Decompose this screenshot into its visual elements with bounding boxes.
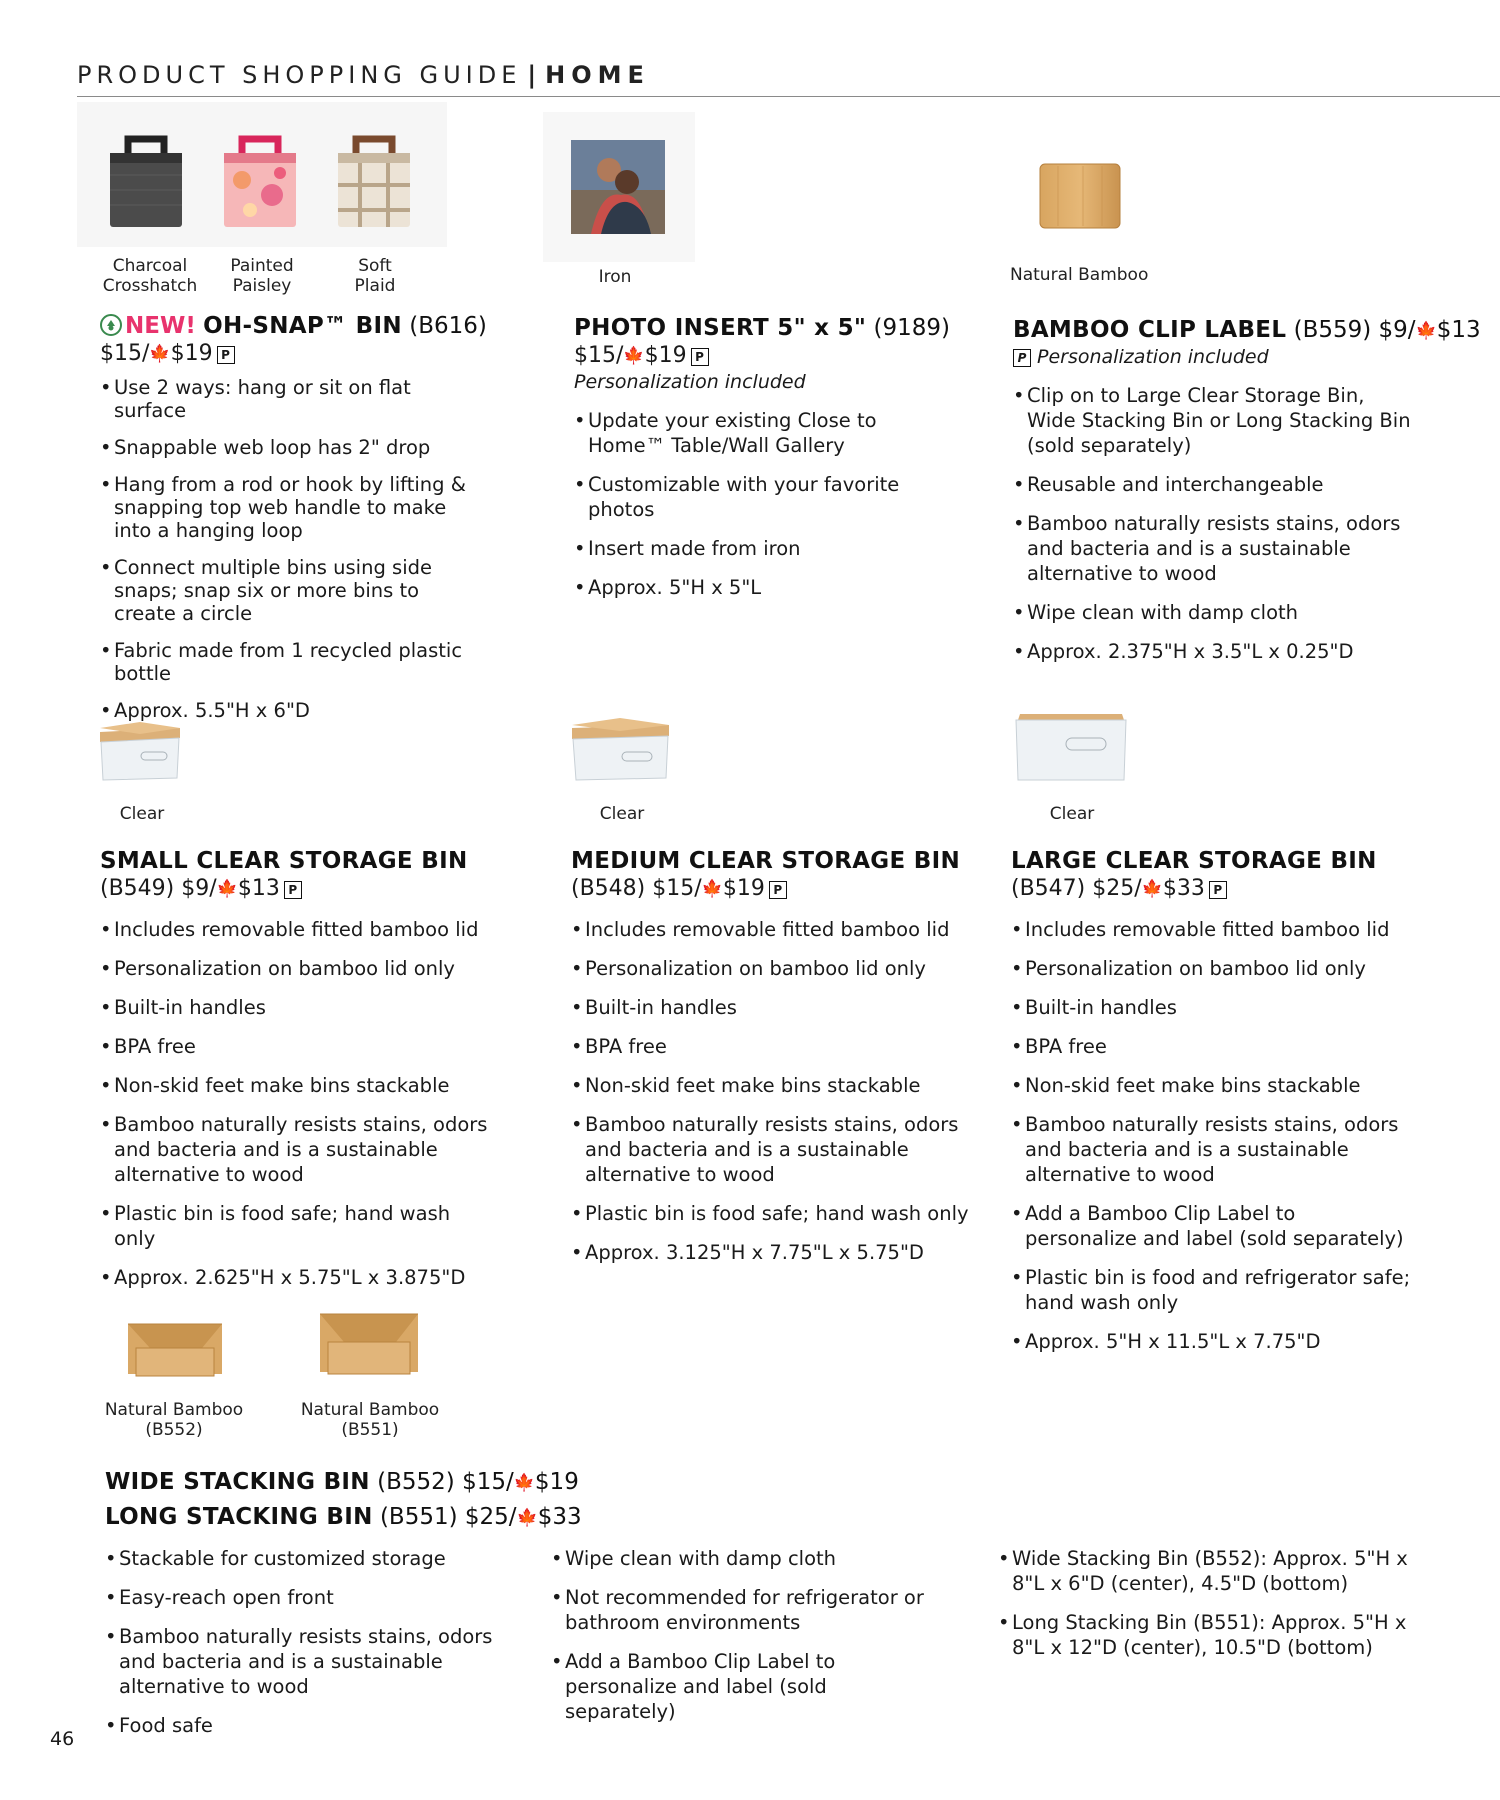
- product-name: WIDE STACKING BIN: [105, 1469, 370, 1495]
- personalization-icon: P: [284, 881, 302, 899]
- large-clear-bin-product: [1011, 847, 1451, 1368]
- bamboo-clip-label-product: BAMBOO CLIP LABEL (B559) $9/🍁$13 P Personalization included • Clip on to Large Clear Storage Bin, Wide Stacking Bin or Long Stacking Bin (sold separately) • Reusable and interchangeable • Bamboo naturally resists stains, odors and bacteria and is a sustainable alternative to wood • Wipe clean with damp cloth • Approx. 2.375"H x 3.5"L x 0.25"D: [1013, 316, 1463, 678]
- photo-insert-image: [571, 140, 665, 234]
- long-stacking-bin-image: [314, 1306, 424, 1382]
- product-code: (B616): [409, 313, 487, 339]
- list-item: • Approx. 3.125"H x 7.75"L x 5.75"D: [571, 1240, 971, 1265]
- list-item: • Update your existing Close to Home™ Table/Wall Gallery: [574, 408, 904, 458]
- list-item: • Non-skid feet make bins stackable: [571, 1073, 971, 1098]
- maple-leaf-icon: 🍁: [216, 879, 238, 899]
- list-item: • Fabric made from 1 recycled plastic bottle: [100, 639, 470, 685]
- list-item: • Wipe clean with damp cloth: [1013, 600, 1413, 625]
- small-clear-bin-image: [95, 718, 185, 784]
- page-number: 46: [50, 1728, 75, 1750]
- list-item: • Personalization on bamboo lid only: [571, 956, 971, 981]
- list-item: • Personalization on bamboo lid only: [1011, 956, 1411, 981]
- product-code: (B547): [1011, 876, 1086, 901]
- list-item: • Built-in handles: [100, 995, 490, 1020]
- list-item: • Approx. 5"H x 11.5"L x 7.75"D: [1011, 1329, 1411, 1354]
- list-item: • Bamboo naturally resists stains, odors and bacteria and is a sustainable alternative to wood: [100, 1112, 490, 1187]
- list-item: • Approx. 2.375"H x 3.5"L x 0.25"D: [1013, 639, 1413, 664]
- list-item: • Approx. 5"H x 5"L: [574, 575, 904, 600]
- product-price: (B548) $15/🍁$19 P: [571, 875, 981, 903]
- personalization-icon: P: [1209, 881, 1227, 899]
- recycle-icon: [100, 314, 122, 336]
- list-item: • Includes removable fitted bamboo lid: [1011, 917, 1411, 942]
- personalization-icon: P: [1013, 349, 1031, 367]
- list-item: • Built-in handles: [1011, 995, 1411, 1020]
- list-item: • Bamboo naturally resists stains, odors and bacteria and is a sustainable alternative to wood: [1011, 1112, 1411, 1187]
- list-item: • Customizable with your favorite photos: [574, 472, 904, 522]
- list-item: • Approx. 5.5"H x 6"D: [100, 699, 470, 722]
- list-item: • Easy-reach open front: [105, 1585, 515, 1610]
- product-name: MEDIUM CLEAR STORAGE BIN: [571, 848, 961, 874]
- stacking-feature-list-3: [998, 1546, 1418, 1674]
- caption-clear: Clear: [599, 804, 645, 824]
- list-item: • Add a Bamboo Clip Label to personalize and label (sold separately): [1011, 1201, 1411, 1251]
- list-item: • BPA free: [571, 1034, 971, 1059]
- list-item: • Includes removable fitted bamboo lid: [571, 917, 971, 942]
- photo-insert-product: [574, 314, 950, 614]
- list-item: • Bamboo naturally resists stains, odors and bacteria and is a sustainable alternative to wood: [105, 1624, 515, 1699]
- maple-leaf-icon: 🍁: [1415, 321, 1437, 341]
- product-price: (B547) $25/🍁$33 P: [1011, 875, 1451, 903]
- section-title: HOME: [545, 61, 650, 89]
- painted-paisley-bin-image: [220, 135, 300, 230]
- list-item: • Wipe clean with damp cloth: [551, 1546, 941, 1571]
- list-item: • BPA free: [1011, 1034, 1411, 1059]
- soft-plaid-bin-image: [334, 135, 414, 230]
- list-item: • Plastic bin is food safe; hand wash only: [571, 1201, 971, 1226]
- list-item: • Reusable and interchangeable: [1013, 472, 1413, 497]
- list-item: • Plastic bin is food safe; hand wash only: [100, 1201, 490, 1251]
- product-code: (B551): [379, 1504, 458, 1530]
- guide-title: PRODUCT SHOPPING GUIDE: [77, 61, 522, 89]
- list-item: • Hang from a rod or hook by lifting & snapping top web handle to make into a hanging loop: [100, 473, 470, 542]
- list-item: • Connect multiple bins using side snaps; snap six or more bins to create a circle: [100, 556, 470, 625]
- product-code: (B552): [377, 1469, 455, 1495]
- list-item: • Approx. 2.625"H x 5.75"L x 3.875"D: [100, 1265, 490, 1290]
- caption-soft-plaid: Soft Plaid: [354, 256, 396, 296]
- page-header: PRODUCT SHOPPING GUIDE | HOME: [77, 58, 1500, 97]
- large-clear-bin-image: [1012, 708, 1130, 784]
- personalization-icon: P: [691, 348, 709, 366]
- list-item: • Bamboo naturally resists stains, odors and bacteria and is a sustainable alternative to wood: [571, 1112, 971, 1187]
- maple-leaf-icon: 🍁: [516, 1508, 538, 1528]
- wide-stacking-bin-image: [122, 1314, 228, 1384]
- product-code: (B559): [1293, 317, 1372, 343]
- list-item: • Use 2 ways: hang or sit on flat surface: [100, 376, 470, 422]
- stacking-feature-list-2: [551, 1546, 941, 1738]
- feature-list: [1011, 917, 1411, 1354]
- caption-painted-paisley: Painted Paisley: [230, 256, 294, 296]
- caption-natural-bamboo-b552: Natural Bamboo (B552): [104, 1400, 244, 1440]
- product-code: (B549): [100, 876, 175, 901]
- small-clear-bin-product: [100, 847, 500, 1304]
- caption-natural-bamboo-b551: Natural Bamboo (B551): [300, 1400, 440, 1440]
- list-item: • Insert made from iron: [574, 536, 904, 561]
- product-price: $15/🍁$19 P: [100, 340, 480, 368]
- list-item: • Bamboo naturally resists stains, odors and bacteria and is a sustainable alternative to wood: [1013, 511, 1413, 586]
- list-item: • Clip on to Large Clear Storage Bin, Wide Stacking Bin or Long Stacking Bin (sold separately): [1013, 383, 1413, 458]
- list-item: • BPA free: [100, 1034, 490, 1059]
- product-price: $15/🍁$19 P: [574, 342, 934, 370]
- list-item: • Long Stacking Bin (B551): Approx. 5"H x 8"L x 12"D (center), 10.5"D (bottom): [998, 1610, 1418, 1660]
- product-price: (B549) $9/🍁$13 P: [100, 875, 500, 903]
- oh-snap-product: [100, 312, 487, 736]
- caption-natural-bamboo: Natural Bamboo: [1010, 265, 1149, 285]
- list-item: • Not recommended for refrigerator or bathroom environments: [551, 1585, 941, 1635]
- list-item: • Built-in handles: [571, 995, 971, 1020]
- list-item: • Non-skid feet make bins stackable: [1011, 1073, 1411, 1098]
- bamboo-clip-label-image: [1038, 162, 1122, 232]
- list-item: • Add a Bamboo Clip Label to personalize and label (sold separately): [551, 1649, 941, 1724]
- charcoal-crosshatch-bin-image: [106, 135, 186, 230]
- stacking-feature-list-1: [105, 1546, 515, 1752]
- product-name: BAMBOO CLIP LABEL: [1013, 317, 1287, 343]
- list-item: • Personalization on bamboo lid only: [100, 956, 490, 981]
- caption-clear: Clear: [119, 804, 165, 824]
- caption-iron: Iron: [598, 267, 632, 287]
- caption-charcoal-crosshatch: Charcoal Crosshatch: [102, 256, 198, 296]
- feature-list: [100, 376, 470, 722]
- maple-leaf-icon: 🍁: [623, 346, 645, 366]
- product-name: OH-SNAP™ BIN: [203, 313, 402, 339]
- list-item: • Includes removable fitted bamboo lid: [100, 917, 490, 942]
- list-item: • Stackable for customized storage: [105, 1546, 515, 1571]
- maple-leaf-icon: 🍁: [513, 1473, 535, 1493]
- feature-list: [100, 917, 490, 1290]
- product-name: PHOTO INSERT 5" x 5": [574, 315, 867, 341]
- list-item: • Non-skid feet make bins stackable: [100, 1073, 490, 1098]
- product-name: LARGE CLEAR STORAGE BIN: [1011, 848, 1377, 874]
- product-code: (B548): [571, 876, 646, 901]
- feature-list: [574, 408, 904, 600]
- medium-clear-bin-image: [568, 714, 673, 784]
- caption-clear: Clear: [1049, 804, 1095, 824]
- list-item: • Plastic bin is food and refrigerator safe; hand wash only: [1011, 1265, 1411, 1315]
- list-item: • Snappable web loop has 2" drop: [100, 436, 470, 459]
- maple-leaf-icon: 🍁: [149, 344, 171, 364]
- maple-leaf-icon: 🍁: [701, 879, 723, 899]
- feature-list: [571, 917, 971, 1265]
- product-code: (9189): [873, 315, 950, 341]
- feature-list: [1013, 383, 1413, 664]
- product-name: SMALL CLEAR STORAGE BIN: [100, 848, 468, 874]
- stacking-bins-titles: WIDE STACKING BIN (B552) $15/🍁$19 LONG STACKING BIN (B551) $25/🍁$33: [105, 1469, 582, 1530]
- list-item: • Wide Stacking Bin (B552): Approx. 5"H x 8"L x 6"D (center), 4.5"D (bottom): [998, 1546, 1418, 1596]
- personalization-note: Personalization included: [574, 371, 806, 393]
- personalization-icon: P: [769, 881, 787, 899]
- personalization-icon: P: [217, 346, 235, 364]
- list-item: • Food safe: [105, 1713, 515, 1738]
- product-name: LONG STACKING BIN: [105, 1504, 373, 1530]
- medium-clear-bin-product: [571, 847, 981, 1279]
- maple-leaf-icon: 🍁: [1141, 879, 1163, 899]
- personalization-note: Personalization included: [1037, 346, 1269, 368]
- new-badge: NEW!: [125, 313, 196, 339]
